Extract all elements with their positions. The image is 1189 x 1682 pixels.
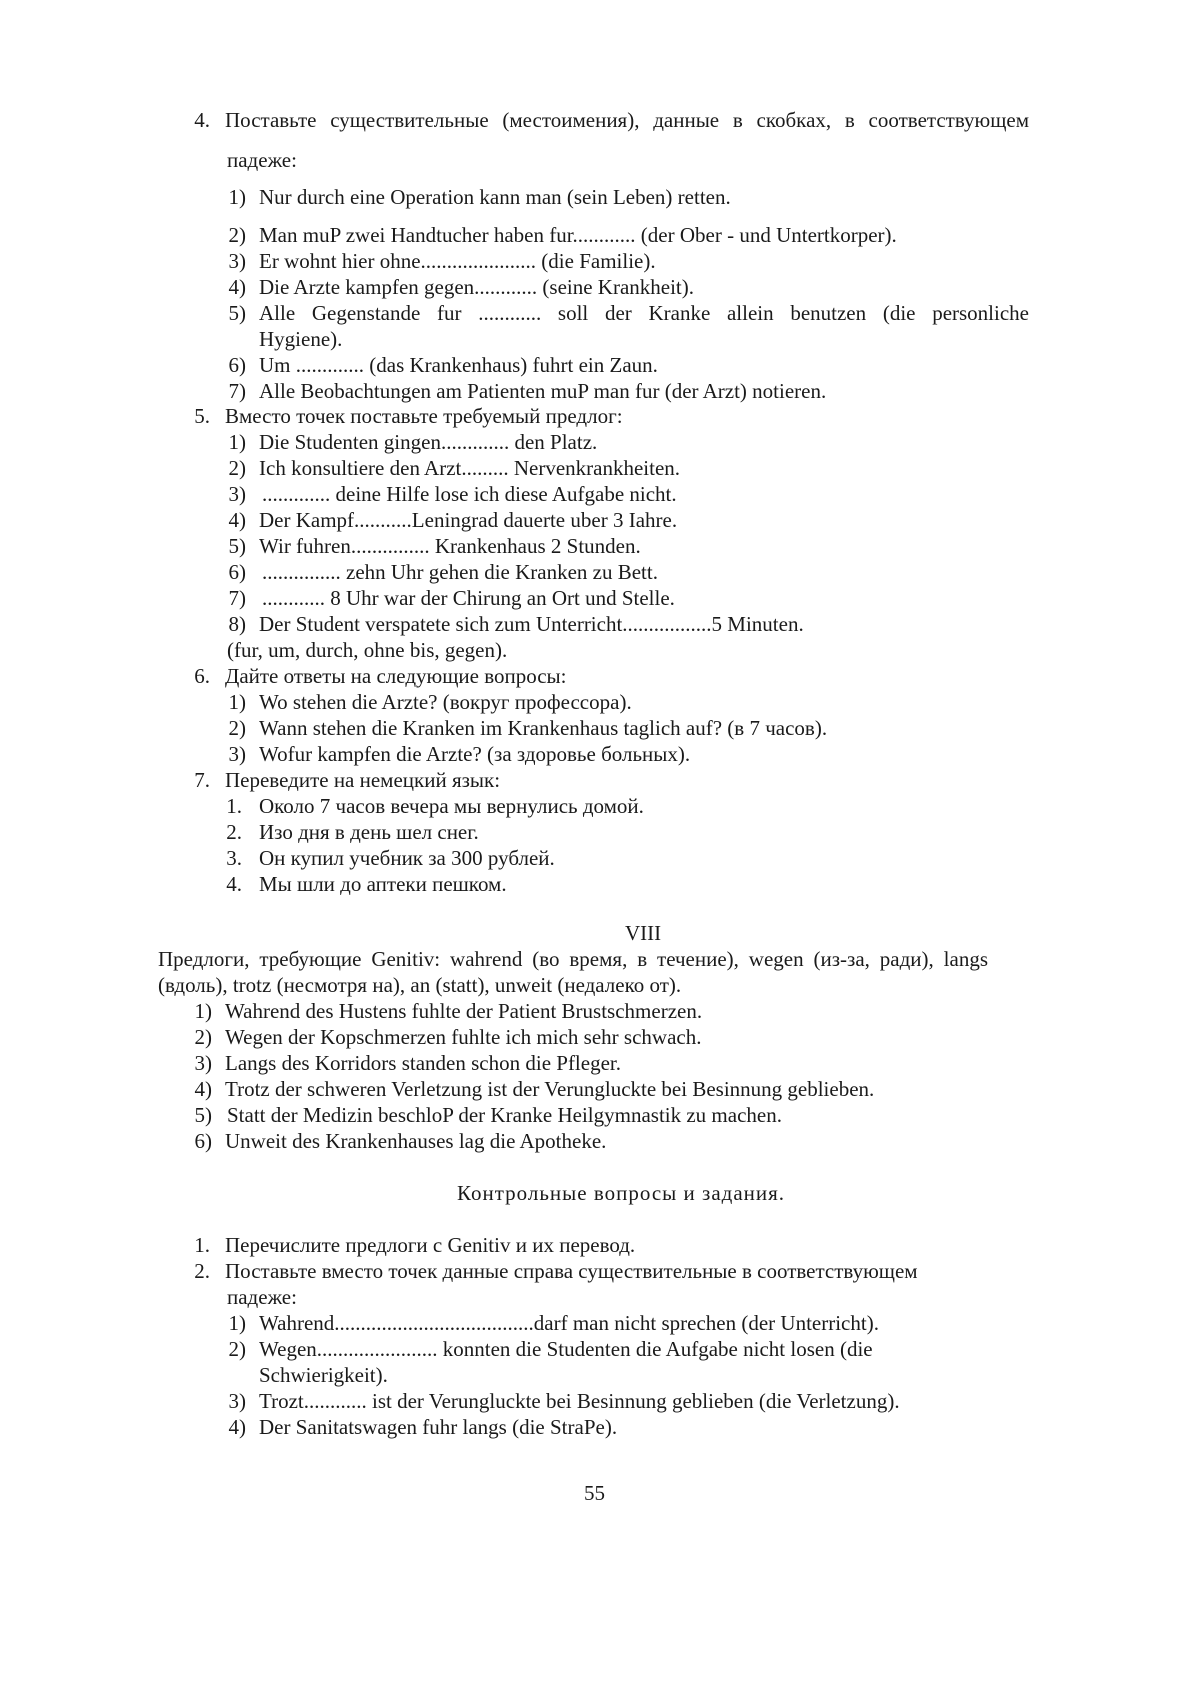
item-number: 1)	[194, 999, 212, 1023]
question-number: 2.	[194, 1259, 210, 1283]
exercise-item: Изо дня в день шел снег.	[259, 820, 479, 844]
exercise-7-title: Переведите на немецкий язык:	[225, 768, 501, 792]
exercise-item: ............... zehn Uhr gehen die Kranken zu Bett.	[262, 560, 658, 584]
section-intro-cont: (вдоль), trotz (несмотря на), an (statt), unweit (недалеко от).	[158, 973, 682, 997]
exercise-item: Alle Gegenstande fur ............ soll der Kranke allein benutzen (die personliche	[259, 301, 1029, 325]
exercise-item: Wofur kampfen die Arzte? (за здоровье больных).	[259, 742, 691, 766]
exercise-item: Он купил учебник за 300 рублей.	[259, 846, 555, 870]
exercise-item: Der Kampf...........Leningrad dauerte uber 3 Iahre.	[259, 508, 678, 532]
item-number: 3)	[228, 249, 246, 273]
exercise-item: Nur durch eine Operation kann man (sein Leben) retten.	[259, 185, 731, 209]
item-number: 6)	[228, 353, 246, 377]
example-sentence: Statt der Medizin beschloP der Kranke Heilgymnastik zu machen.	[227, 1103, 782, 1127]
item-number: 4)	[228, 1415, 246, 1439]
item-number: 2)	[228, 1337, 246, 1361]
item-number: 5)	[194, 1103, 212, 1127]
exercise-item: Wir fuhren............... Krankenhaus 2 Stunden.	[259, 534, 641, 558]
exercise-4-title: Поставьте существительные (местоимения), данные в скобках, в соответствующем	[225, 108, 1029, 132]
exercise-item: Der Sanitatswagen fuhr langs (die StraPe).	[259, 1415, 618, 1439]
section-heading: VIII	[625, 921, 662, 945]
exercise-item: Die Arzte kampfen gegen............ (seine Krankheit).	[259, 275, 695, 299]
item-number: 5)	[228, 534, 246, 558]
item-number: 2.	[226, 820, 242, 844]
exercise-item: Man muP zwei Handtucher haben fur............ (der Ober - und Untertkorper).	[259, 223, 897, 247]
item-number: 1)	[228, 690, 246, 714]
item-number: 3)	[228, 482, 246, 506]
item-number: 2)	[228, 456, 246, 480]
example-sentence: Langs des Korridors standen schon die Pfleger.	[225, 1051, 621, 1075]
item-number: 3.	[226, 846, 242, 870]
exercise-item: Wann stehen die Kranken im Krankenhaus taglich auf? (в 7 часов).	[259, 716, 828, 740]
item-number: 7)	[228, 586, 246, 610]
exercise-item: Um ............. (das Krankenhaus) fuhrt ein Zaun.	[259, 353, 658, 377]
page-number: 55	[584, 1481, 605, 1505]
item-number: 1)	[228, 430, 246, 454]
exercise-item: Мы шли до аптеки пешком.	[259, 872, 507, 896]
exercise-7-number: 7.	[194, 768, 210, 792]
exercise-item-cont: Hygiene).	[259, 327, 343, 351]
example-sentence: Wegen der Kopschmerzen fuhlte ich mich sehr schwach.	[225, 1025, 702, 1049]
exercise-4-title-cont: падеже:	[227, 148, 297, 172]
item-number: 4)	[194, 1077, 212, 1101]
exercise-item: Die Studenten gingen............. den Platz.	[259, 430, 598, 454]
item-number: 4.	[226, 872, 242, 896]
question-text: Поставьте вместо точек данные справа существительные в соответствующем	[225, 1259, 918, 1283]
exercise-item: Wegen....................... konnten die Studenten die Aufgabe nicht losen (die	[259, 1337, 873, 1361]
item-number: 3)	[194, 1051, 212, 1075]
item-number: 4)	[228, 275, 246, 299]
exercise-item: ............ 8 Uhr war der Chirung an Ort und Stelle.	[262, 586, 675, 610]
exercise-item: ............. deine Hilfe lose ich diese Aufgabe nicht.	[262, 482, 677, 506]
question-text-cont: падеже:	[227, 1285, 297, 1309]
exercise-item: Около 7 часов вечера мы вернулись домой.	[259, 794, 644, 818]
exercise-item: Der Student verspatete sich zum Unterricht.................5 Minuten.	[259, 612, 804, 636]
item-number: 3)	[228, 742, 246, 766]
item-number: 2)	[194, 1025, 212, 1049]
item-number: 2)	[228, 716, 246, 740]
control-heading: Контрольные вопросы и задания.	[457, 1181, 786, 1205]
item-number: 7)	[228, 379, 246, 403]
exercise-item: Alle Beobachtungen am Patienten muP man fur (der Arzt) notieren.	[259, 379, 827, 403]
question-number: 1.	[194, 1233, 210, 1257]
item-number: 6)	[194, 1129, 212, 1153]
item-number: 1)	[228, 185, 246, 209]
exercise-item: Wahrend......................................darf man nicht sprechen (der Unterricht).	[259, 1311, 879, 1335]
exercise-item: Wo stehen die Arzte? (вокруг профессора).	[259, 690, 632, 714]
item-number: 3)	[228, 1389, 246, 1413]
exercise-item: Ich konsultiere den Arzt......... Nervenkrankheiten.	[259, 456, 681, 480]
item-number: 5)	[228, 301, 246, 325]
item-number: 1)	[228, 1311, 246, 1335]
item-number: 6)	[228, 560, 246, 584]
exercise-6-number: 6.	[194, 664, 210, 688]
exercise-6-title: Дайте ответы на следующие вопросы:	[225, 664, 567, 688]
exercise-5-hint: (fur, um, durch, ohne bis, gegen).	[227, 638, 508, 662]
exercise-5-title: Вместо точек поставьте требуемый предлог:	[225, 404, 623, 428]
exercise-item: Er wohnt hier ohne...................... (die Familie).	[259, 249, 656, 273]
question-text: Перечислите предлоги с Genitiv и их перевод.	[225, 1233, 636, 1257]
exercise-5-number: 5.	[194, 404, 210, 428]
item-number: 8)	[228, 612, 246, 636]
exercise-item: Trozt............ ist der Verungluckte bei Besinnung geblieben (die Verletzung).	[259, 1389, 900, 1413]
example-sentence: Unweit des Krankenhauses lag die Apotheke.	[225, 1129, 607, 1153]
item-number: 4)	[228, 508, 246, 532]
example-sentence: Wahrend des Hustens fuhlte der Patient Brustschmerzen.	[225, 999, 703, 1023]
exercise-item-cont: Schwierigkeit).	[259, 1363, 388, 1387]
item-number: 2)	[228, 223, 246, 247]
item-number: 1.	[226, 794, 242, 818]
example-sentence: Trotz der schweren Verletzung ist der Verungluckte bei Besinnung geblieben.	[225, 1077, 875, 1101]
exercise-4-number: 4.	[194, 108, 210, 132]
section-intro: Предлоги, требующие Genitiv: wahrend (во время, в течение), wegen (из-за, ради), langs	[158, 947, 988, 971]
